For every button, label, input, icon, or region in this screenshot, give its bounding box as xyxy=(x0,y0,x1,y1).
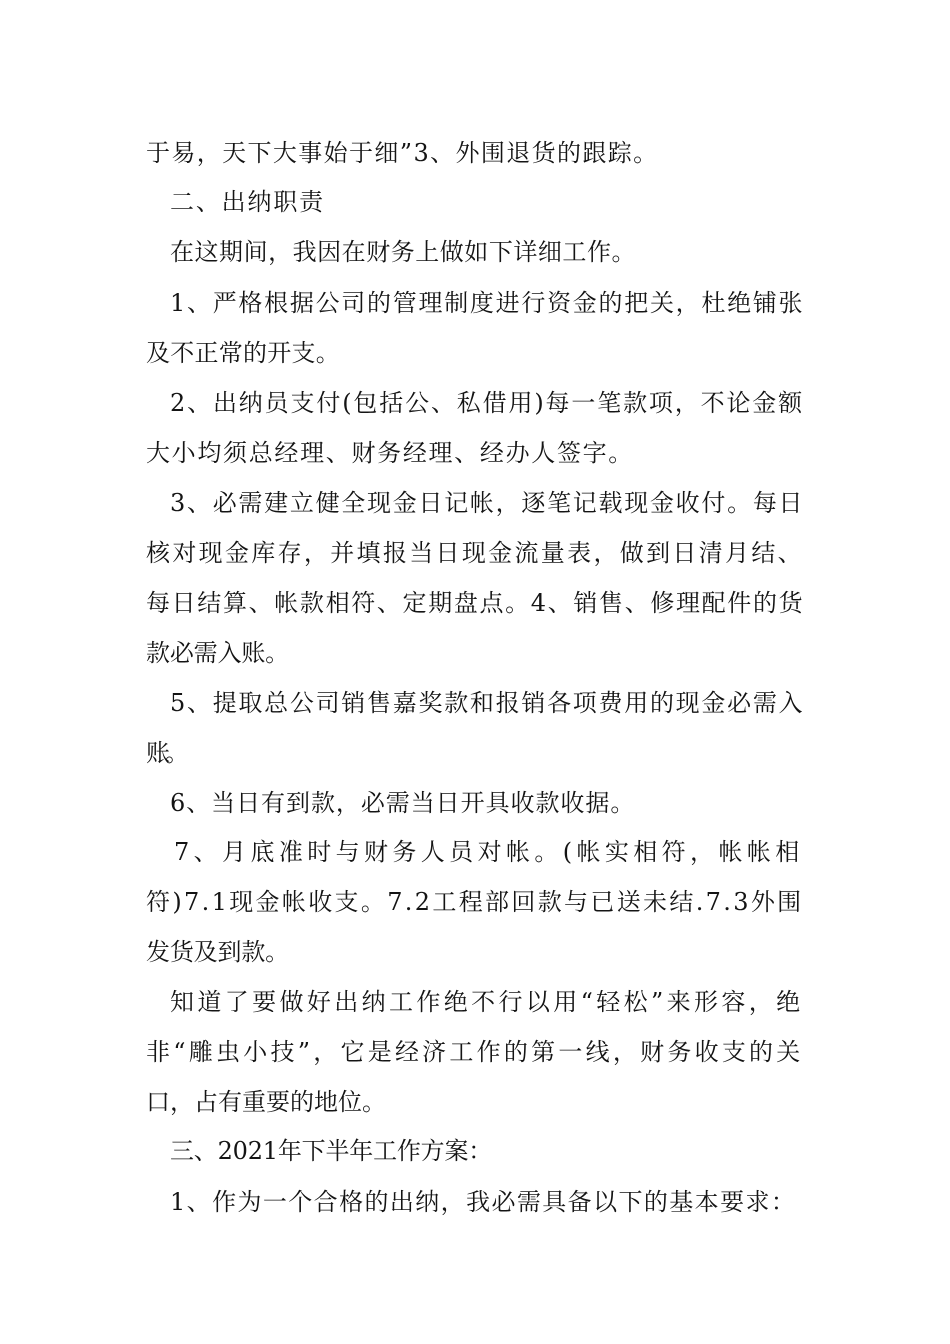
text-line: 符)7.1现金帐收支。7.2工程部回款与已送未结.7.3外围 xyxy=(146,888,804,916)
text-line: 核对现金库存，并填报当日现金流量表，做到日清月结、 xyxy=(146,539,804,567)
text-line: 及不正常的开支。 xyxy=(146,339,340,367)
list-item-6: 6、当日有到款，必需当日开具收款收据。 xyxy=(170,789,636,817)
text-line: 知道了要做好出纳工作绝不行以用“轻松”来形容，绝 xyxy=(170,988,804,1016)
text-line: 非“雕虫小技”，它是经济工作的第一线，财务收支的关 xyxy=(146,1038,804,1066)
text-line: 在这期间，我因在财务上做如下详细工作。 xyxy=(170,238,636,266)
text-line: 每日结算、帐款相符、定期盘点。4、销售、修理配件的货 xyxy=(146,589,805,617)
list-item-7: 7、月底准时与财务人员对帐。(帐实相符，帐帐相 xyxy=(174,838,804,866)
list-item-5: 5、提取总公司销售嘉奖款和报销各项费用的现金必需入 xyxy=(170,689,805,717)
list-item-2: 2、出纳员支付(包括公、私借用)每一笔款项，不论金额 xyxy=(170,389,804,417)
text-line: 发货及到款。 xyxy=(146,938,289,966)
section-heading: 三、2021年下半年工作方案： xyxy=(170,1137,493,1165)
text-line: 于易，天下大事始于细”3、外围退货的跟踪。 xyxy=(146,139,659,167)
text-line: 大小均须总经理、财务经理、经办人签字。 xyxy=(146,439,634,467)
text-line: 账。 xyxy=(146,739,184,767)
section-heading: 二、出纳职责 xyxy=(170,188,325,216)
text-line: 款必需入账。 xyxy=(146,639,289,667)
list-item-1: 1、作为一个合格的出纳，我必需具备以下的基本要求： xyxy=(170,1188,797,1216)
text-line: 口，占有重要的地位。 xyxy=(146,1088,386,1116)
list-item-1: 1、严格根据公司的管理制度进行资金的把关，杜绝铺张 xyxy=(170,289,805,317)
list-item-3: 3、必需建立健全现金日记帐，逐笔记载现金收付。每日 xyxy=(170,489,805,517)
